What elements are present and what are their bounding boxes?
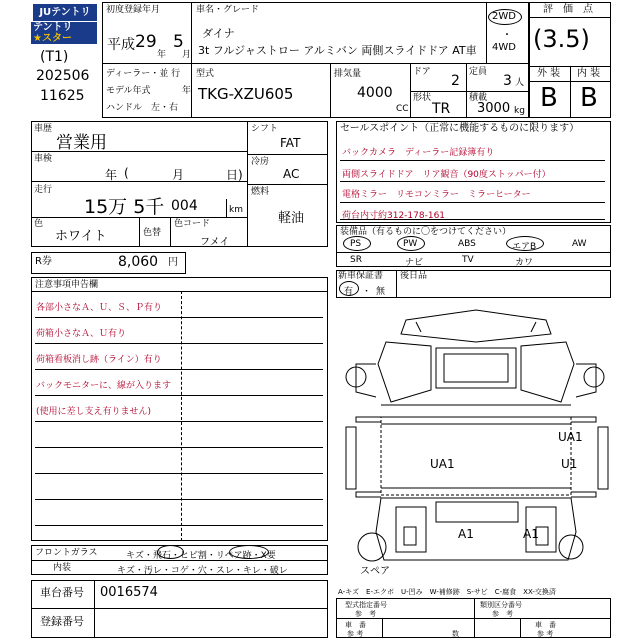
warranty-label: 新車保証書 xyxy=(338,271,384,281)
history-label: 車歴 xyxy=(34,124,53,134)
registration-label: 登録番号 xyxy=(40,615,84,628)
note-item: 荷箱小さなＡ、Ｕ有り xyxy=(36,329,127,339)
first-reg-year-unit: 年 xyxy=(157,50,167,60)
equip-navi: ナビ xyxy=(405,258,424,268)
equip-leather: カワ xyxy=(515,258,534,268)
chassis-number: 0016574 xyxy=(100,585,158,600)
damage-mark-rear-right: A1 xyxy=(523,527,539,541)
warranty-yes-circle xyxy=(339,281,359,296)
shift-label: シフト xyxy=(251,124,279,134)
damage-mark-right-top: UA1 xyxy=(558,430,583,444)
equip-pw: PW xyxy=(403,239,418,249)
note-item: 各部小さなＡ、Ｕ、Ｓ、Ｐ有り xyxy=(36,303,163,313)
equip-tv: TV xyxy=(462,255,474,265)
shape-label: 形状 xyxy=(413,93,432,103)
front-glass-label: フロントガラス xyxy=(35,548,98,558)
logo-line1: JUテントリ xyxy=(33,4,97,21)
first-reg-era: 平成 xyxy=(107,37,135,53)
dealer-label: ディーラー・並 行 xyxy=(106,69,181,79)
equip-sr: SR xyxy=(350,255,362,265)
note-item: バックモニターに、線が入ります xyxy=(36,381,172,391)
model-year-label: モデル年式 xyxy=(106,86,151,96)
first-reg-month-unit: 月 xyxy=(182,50,192,60)
warranty-no: 無 xyxy=(376,287,386,297)
warranty-sep: ・ xyxy=(362,287,372,297)
inspection-day: 日) xyxy=(226,168,243,182)
car-name: ダイナ xyxy=(202,27,235,40)
model-year-unit: 年 xyxy=(182,86,192,96)
shape: TR xyxy=(432,101,451,117)
class-ref-label: 参 考 xyxy=(492,610,513,618)
shift-value: FAT xyxy=(280,136,301,150)
drive-2wd: 2WD xyxy=(492,11,516,22)
warranty-yes: 有 xyxy=(344,287,354,297)
color-code-label: 色コード xyxy=(174,219,211,229)
equipment-title: 装備品（有るものに〇をつけてください） xyxy=(340,227,512,237)
inspection-year: 年 xyxy=(105,168,118,182)
equip-airbag: エアB xyxy=(512,242,537,252)
ac-label: 冷房 xyxy=(251,157,270,167)
sales-point: 両側スライドドア リア観音（90度ストッパー付） xyxy=(342,170,551,180)
logo-line2b: ★スター xyxy=(33,33,72,44)
door-label: ドア xyxy=(413,67,431,77)
mileage-label: 走行 xyxy=(34,185,53,195)
footer-small: 参 考 xyxy=(347,630,364,638)
equip-pw-circle xyxy=(397,236,425,251)
car-name-label: 車名・グレード xyxy=(196,5,260,15)
cc-unit: CC xyxy=(396,104,409,114)
spare-label: スペア xyxy=(360,566,390,577)
notes-title: 注意事項申告欄 xyxy=(35,280,99,290)
capacity-unit: 人 xyxy=(515,78,525,88)
load-label: 積載 xyxy=(469,93,488,103)
color-label: 色 xyxy=(34,219,44,229)
equip-ps: PS xyxy=(350,239,362,249)
color-change-label: 色替 xyxy=(143,228,162,238)
load-unit: kg xyxy=(514,106,525,116)
first-reg-month: 5 xyxy=(173,32,184,52)
post-items-label: 後日品 xyxy=(400,271,428,281)
damage-legend: A-キズ E-エクボ U-凹み W-補修跡 S-サビ C-腐食 XX-交換済 xyxy=(338,588,556,596)
color-code: フメイ xyxy=(200,237,230,248)
interior-label: 内 装 xyxy=(577,68,601,79)
note-item: (使用に差し支え有りません) xyxy=(36,407,152,417)
damage-mark-right: U1 xyxy=(561,457,578,471)
grade-label: 評 価 点 xyxy=(543,4,593,15)
sales-point: 荷台内寸約312-178-161 xyxy=(342,211,446,221)
mileage-value: 15万 5千 xyxy=(84,196,165,218)
inspection-month: 月 xyxy=(172,168,185,182)
interior-grade: B xyxy=(580,83,598,113)
front-glass-options: キズ・飛石・ヒビ割・リペア跡・X要 xyxy=(126,551,276,561)
logo-line2a: テントリ xyxy=(33,22,73,33)
displacement: 4000 xyxy=(357,85,393,101)
inspection-label: 車検 xyxy=(34,154,53,164)
sales-title: セールスポイント（正常に機能するものに限ります） xyxy=(340,123,580,134)
lot-date: 202506 xyxy=(36,68,90,84)
history-value: 営業用 xyxy=(56,133,107,153)
sales-point: 電格ミラー リモコンミラー ミラーヒーター xyxy=(342,190,531,200)
auction-logo xyxy=(31,2,97,46)
fuel-value: 軽油 xyxy=(278,211,305,226)
grade-value: (3.5) xyxy=(533,25,590,53)
lot-code: (T1) xyxy=(40,49,69,65)
exterior-label: 外 装 xyxy=(537,68,561,79)
header-block xyxy=(102,2,529,118)
interior-state-options: キズ・汚レ・コゲ・穴・スレ・キレ・破レ xyxy=(117,566,288,576)
front-glass-repair-circle xyxy=(229,545,269,559)
footer-small: 参 考 xyxy=(537,630,554,638)
handle-label: ハンドル 左・右 xyxy=(106,103,179,113)
type-label: 型式 xyxy=(196,69,215,79)
equip-abs: ABS xyxy=(458,239,476,249)
exterior-grade: B xyxy=(540,83,558,113)
color-value: ホワイト xyxy=(55,229,107,244)
type-spec-label: 型式指定番号 xyxy=(345,601,387,609)
damage-mark-rear-left: A1 xyxy=(458,527,474,541)
drive-4wd: 4WD xyxy=(492,42,516,53)
mileage-tail: 004 xyxy=(171,198,198,214)
recycle-box xyxy=(31,252,186,274)
type-ref-label: 参 考 xyxy=(355,610,376,618)
sales-point: バックカメラ ディーラー記録簿有り xyxy=(342,148,495,158)
fuel-label: 燃料 xyxy=(251,187,270,197)
logo-line2 xyxy=(31,22,97,44)
displacement-label: 排気量 xyxy=(334,69,362,79)
footer-small: 車 番 xyxy=(535,621,556,629)
chassis-label: 車台番号 xyxy=(40,586,84,599)
model-code: TKG-XZU605 xyxy=(198,85,294,103)
note-item: 荷箱看板消し跡（ライン）有り xyxy=(36,355,162,365)
equip-aw: AW xyxy=(572,239,587,249)
front-glass-chip-circle xyxy=(157,545,184,559)
footer-small: 数 xyxy=(452,630,459,638)
lot-number: 11625 xyxy=(40,88,85,104)
car-grade: 3t フルジャストロー アルミバン 両側スライドドア AT車 xyxy=(198,44,477,57)
class-label: 類別区分番号 xyxy=(480,601,522,609)
capacity: 3 xyxy=(503,73,512,89)
doors: 2 xyxy=(451,73,460,89)
recycle-unit: 円 xyxy=(168,257,178,268)
interior-state-label: 内装 xyxy=(53,563,72,573)
recycle-amount: 8,060 xyxy=(118,254,159,270)
km-unit: km xyxy=(229,205,243,215)
capacity-label: 定員 xyxy=(469,67,488,77)
ac-value: AC xyxy=(283,167,300,181)
equip-ps-circle xyxy=(343,236,371,251)
recycle-label: R券 xyxy=(35,256,52,267)
inspection-paren: ( xyxy=(124,166,129,180)
first-reg-year: 29 xyxy=(135,32,157,52)
load: 3000 xyxy=(477,101,511,116)
first-reg-label: 初度登録年月 xyxy=(106,5,161,15)
equip-airbag-circle xyxy=(506,236,544,251)
drive-dot: ・ xyxy=(502,30,512,41)
damage-mark-left: UA1 xyxy=(430,457,455,471)
footer-small: 車 番 xyxy=(345,621,366,629)
